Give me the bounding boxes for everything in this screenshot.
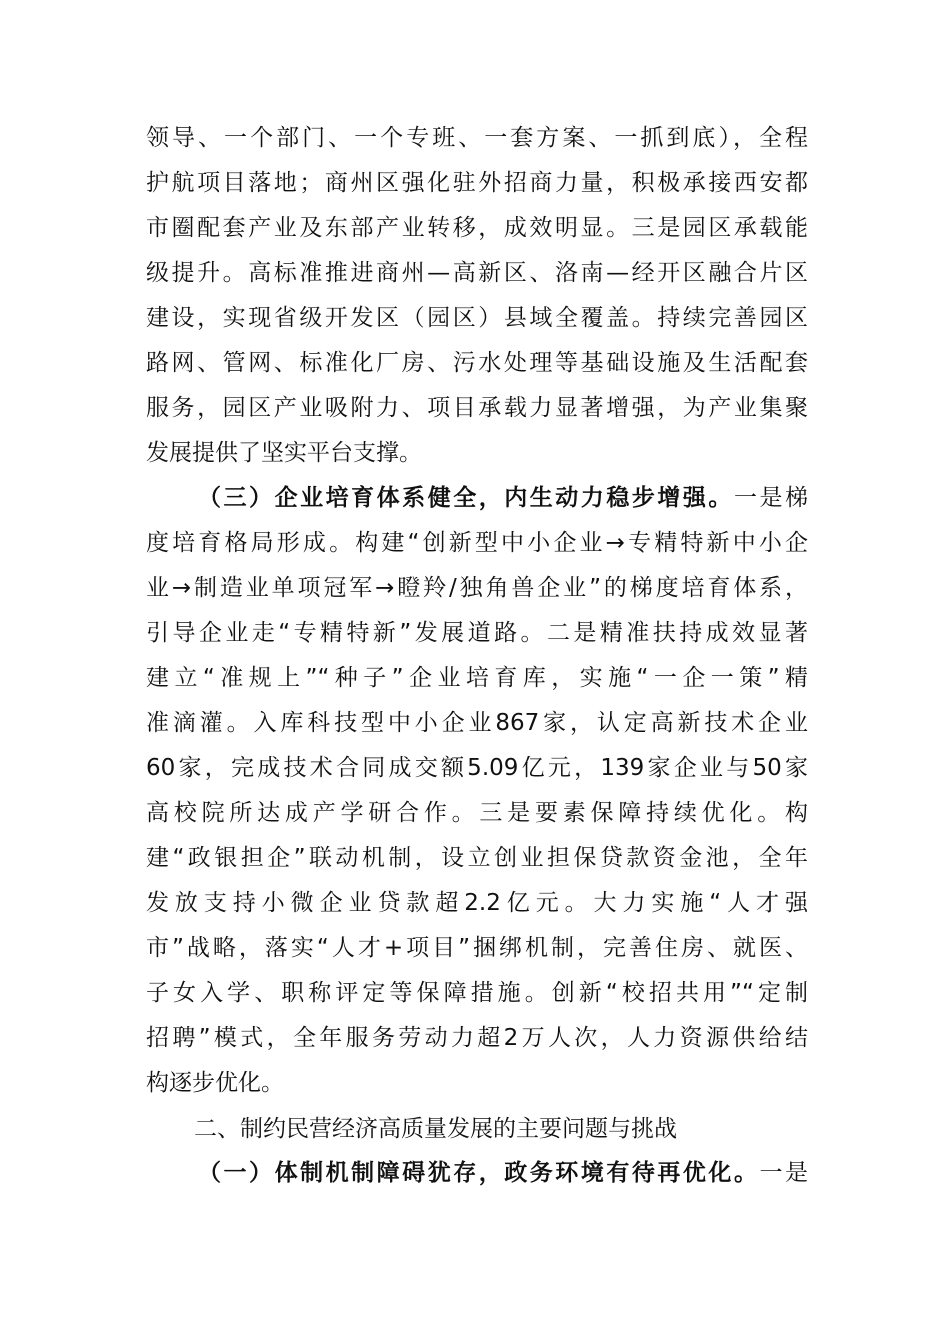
paragraph-lead-bold: （一）体制机制障碍犹存，政务环境有待再优化。 — [198, 1160, 760, 1186]
paragraph-line: 引导企业走“专精特新”发展道路。二是精准扶持成效显著 — [146, 620, 808, 646]
paragraph-line: 高校院所达成产学研合作。三是要素保障持续优化。构 — [146, 800, 808, 826]
paragraph-lead-line — [198, 1152, 808, 1194]
paragraph-line: 度培育格局形成。构建“创新型中小企业→专精特新中小企 — [146, 530, 808, 556]
paragraph-line: 路网、管网、标准化厂房、污水处理等基础设施及生活配套 — [146, 350, 808, 376]
paragraph-line: 建“政银担企”联动机制，设立创业担保贷款资金池，全年 — [146, 845, 808, 871]
paragraph-line: 服务，园区产业吸附力、项目承载力显著增强，为产业集聚 — [146, 395, 808, 421]
section-heading: 二、制约民营经济高质量发展的主要问题与挑战 — [194, 1116, 677, 1142]
paragraph-line: 市”战略，落实“人才+项目”捆绑机制，完善住房、就医、 — [146, 935, 808, 961]
paragraph-line: 发放支持小微企业贷款超2.2亿元。大力实施“人才强 — [146, 890, 808, 916]
paragraph-line: 60家，完成技术合同成交额5.09亿元，139家企业与50家 — [146, 755, 808, 781]
paragraph-line: 业→制造业单项冠军→瞪羚/独角兽企业”的梯度培育体系， — [146, 575, 808, 601]
paragraph-line: 市圈配套产业及东部产业转移，成效明显。三是园区承载能 — [146, 215, 808, 241]
paragraph-line: 建立“准规上”“种子”企业培育库，实施“一企一策”精 — [146, 665, 808, 691]
paragraph-lead-rest: 一是梯 — [733, 485, 809, 511]
paragraph-line: 发展提供了坚实平台支撑。 — [146, 440, 422, 466]
paragraph-line: 护航项目落地；商州区强化驻外招商力量，积极承接西安都 — [146, 170, 808, 196]
paragraph-line: 子女入学、职称评定等保障措施。创新“校招共用”“定制 — [146, 980, 808, 1006]
paragraph-line: 级提升。高标准推进商州—高新区、洛南—经开区融合片区 — [146, 260, 808, 286]
paragraph-lead-line — [198, 477, 808, 519]
paragraph-line: 招聘”模式，全年服务劳动力超2万人次，人力资源供给结 — [146, 1025, 808, 1051]
paragraph-line: 准滴灌。入库科技型中小企业867家，认定高新技术企业 — [146, 710, 808, 736]
paragraph-line: 构逐步优化。 — [146, 1070, 284, 1096]
paragraph-lead-rest: 一是 — [759, 1160, 809, 1186]
paragraph-line: 建设，实现省级开发区（园区）县域全覆盖。持续完善园区 — [146, 305, 808, 331]
paragraph-line: 领导、一个部门、一个专班、一套方案、一抓到底），全程 — [146, 125, 808, 151]
paragraph-lead-bold: （三）企业培育体系健全，内生动力稳步增强。 — [198, 485, 734, 511]
